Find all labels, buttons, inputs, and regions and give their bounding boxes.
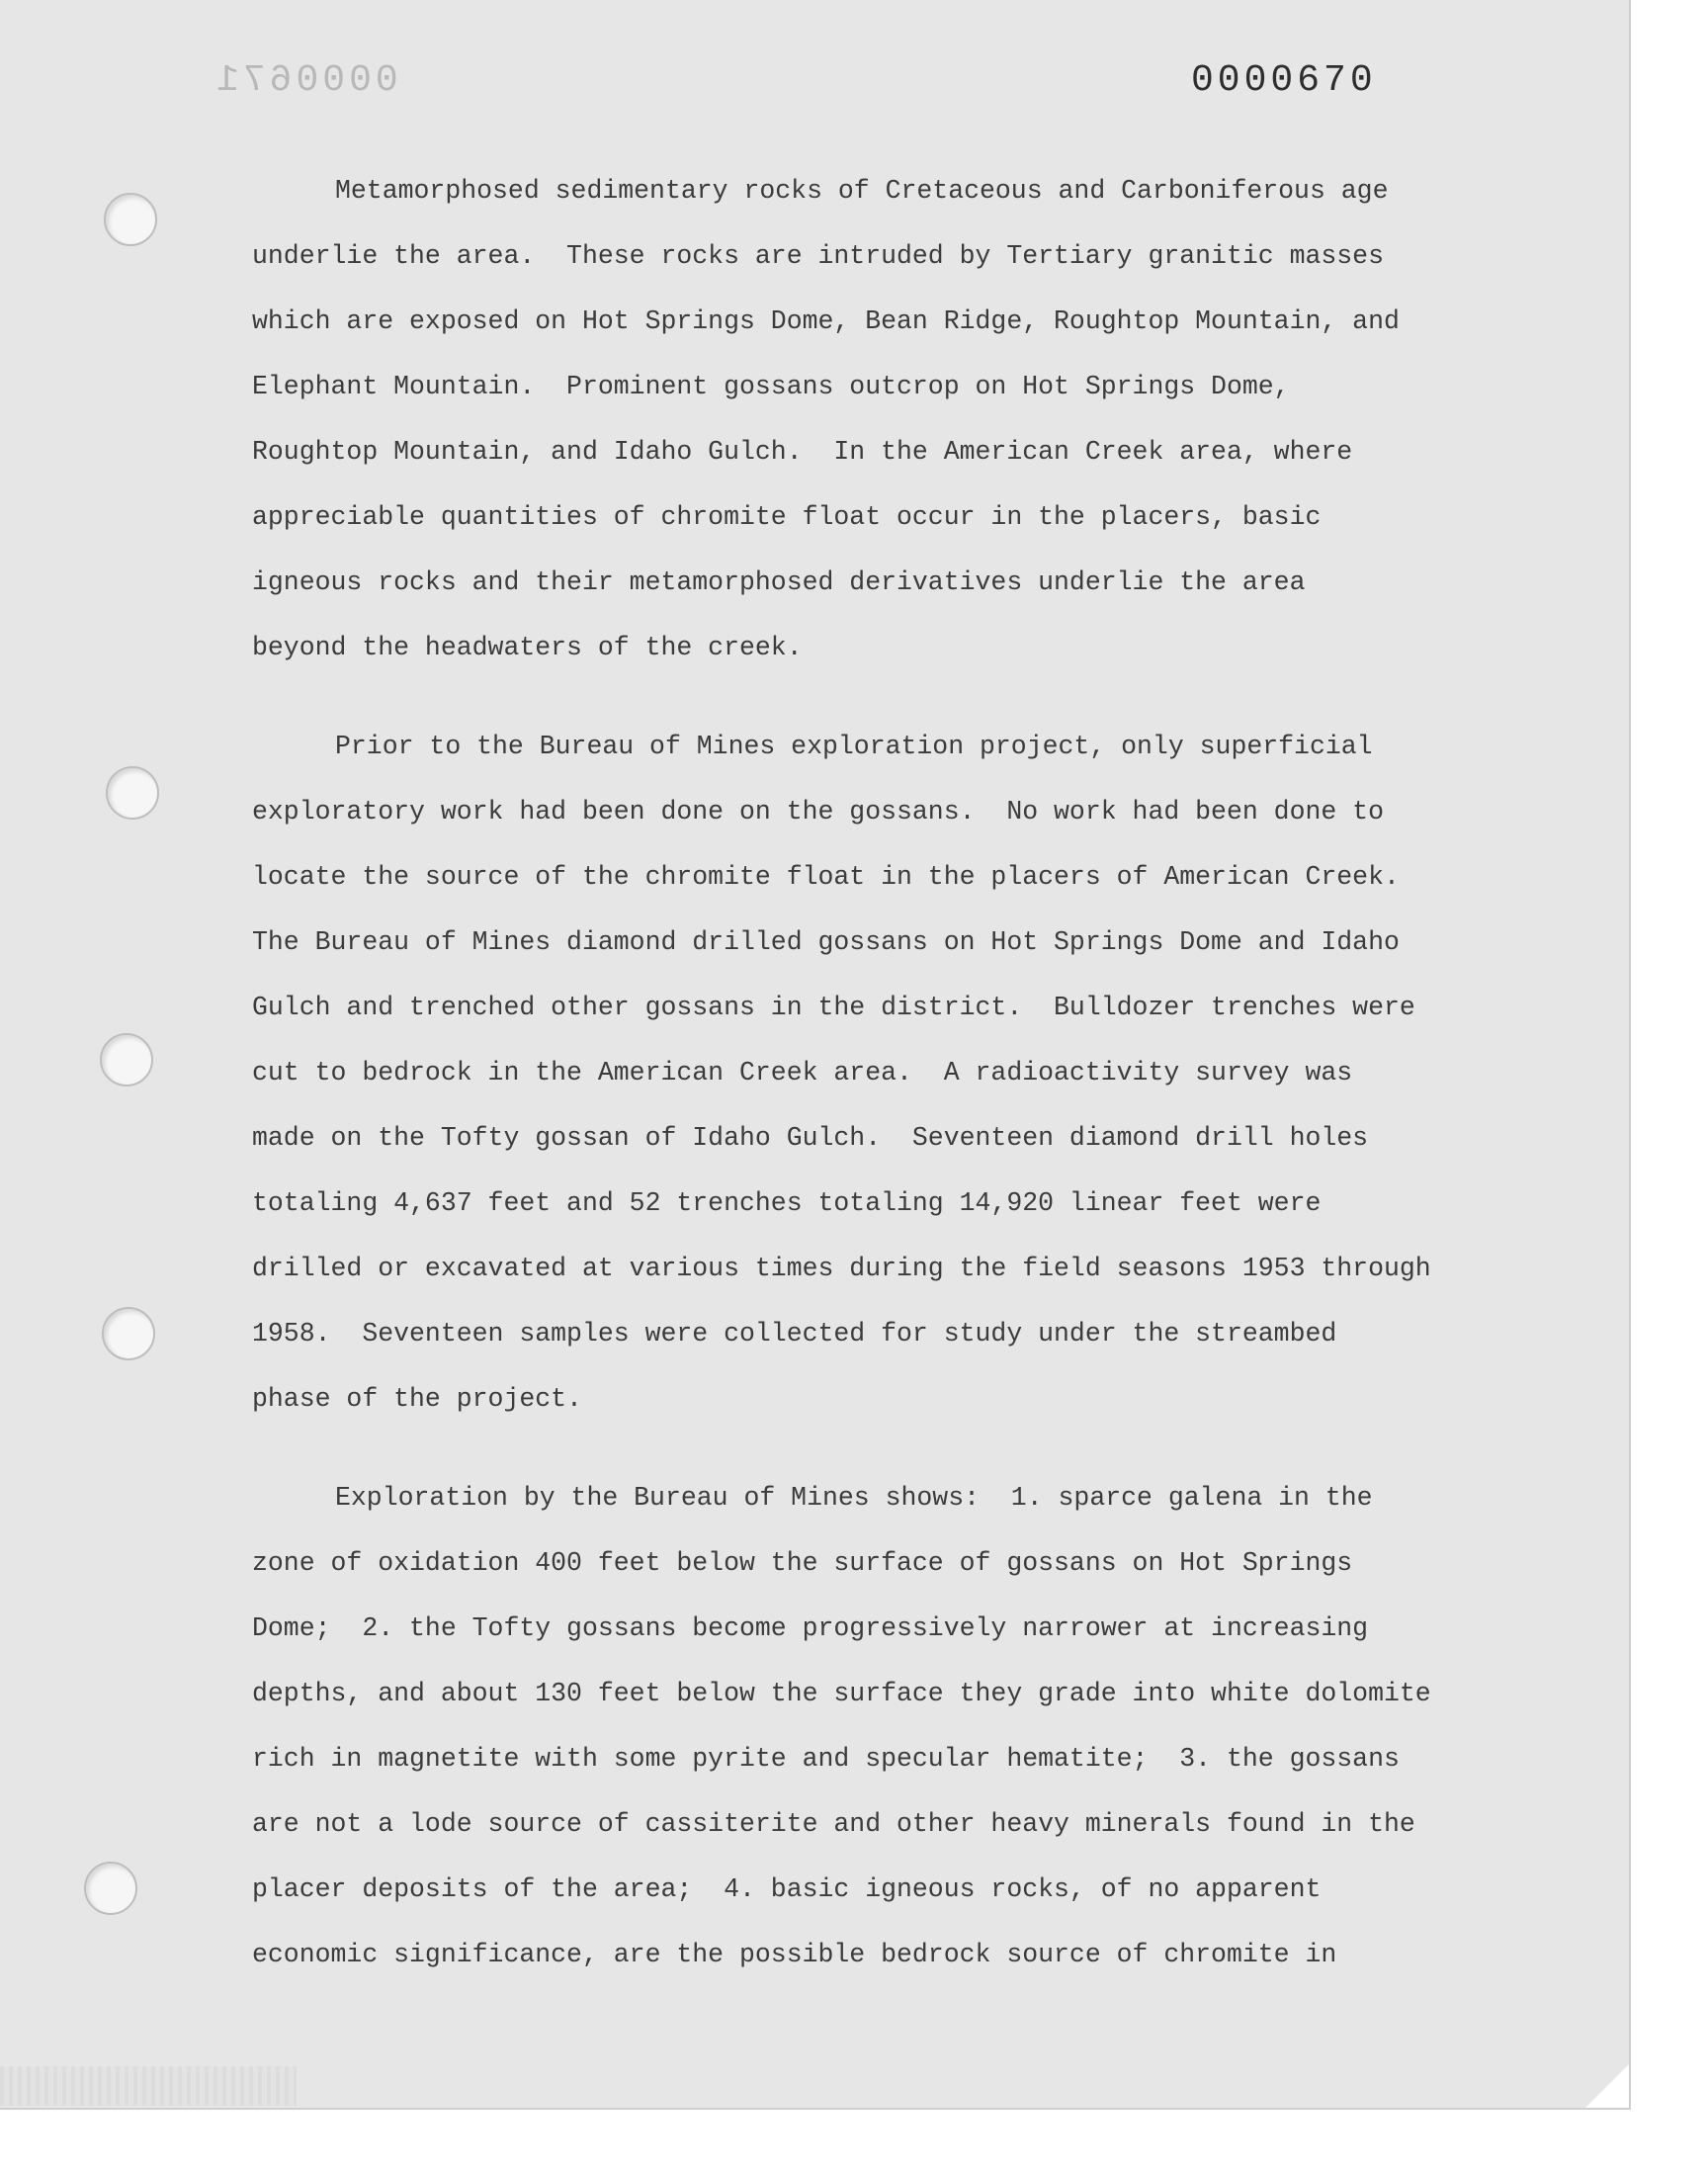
text-line: placer deposits of the area; 4. basic igneous rocks, of no apparent (252, 1874, 1322, 1904)
text-line: Exploration by the Bureau of Mines shows: 1. sparce galena in the (335, 1483, 1373, 1513)
punch-hole (100, 1033, 153, 1087)
text-line: Roughtop Mountain, and Idaho Gulch. In the American Creek area, where (252, 437, 1353, 467)
text-line: 1958. Seventeen samples were collected for study under the streambed (252, 1319, 1337, 1348)
paragraph-exploration-history (252, 714, 1497, 1432)
text-line: exploratory work had been done on the gossans. No work had been done to (252, 797, 1384, 826)
punch-hole (84, 1862, 137, 1915)
punch-hole (102, 1307, 155, 1360)
text-line: cut to bedrock in the American Creek area. A radioactivity survey was (252, 1058, 1353, 1088)
text-line: economic significance, are the possible bedrock source of chromite in (252, 1940, 1337, 1969)
paragraph-geology (252, 158, 1497, 680)
bleed-through-page-number: 0000671 (213, 59, 398, 102)
paragraph-findings (252, 1465, 1497, 1987)
text-line: Dome; 2. the Tofty gossans become progressively narrower at increasing (252, 1613, 1369, 1643)
document-body (252, 158, 1497, 2021)
text-line: zone of oxidation 400 feet below the surface of gossans on Hot Springs (252, 1548, 1353, 1578)
text-line: are not a lode source of cassiterite and other heavy minerals found in the (252, 1809, 1415, 1839)
text-line: phase of the project. (252, 1384, 582, 1414)
page-number: 0000670 (1191, 59, 1377, 102)
text-line: totaling 4,637 feet and 52 trenches totaling 14,920 linear feet were (252, 1188, 1322, 1218)
text-line: Metamorphosed sedimentary rocks of Cretaceous and Carboniferous age (335, 176, 1389, 206)
text-line: made on the Tofty gossan of Idaho Gulch. Seventeen diamond drill holes (252, 1123, 1369, 1153)
punch-hole (106, 766, 159, 820)
text-line: beyond the headwaters of the creek. (252, 633, 803, 662)
text-line: The Bureau of Mines diamond drilled gossans on Hot Springs Dome and Idaho (252, 927, 1400, 957)
text-line: Gulch and trenched other gossans in the district. Bulldozer trenches were (252, 993, 1415, 1022)
text-line: depths, and about 130 feet below the surface they grade into white dolomite (252, 1679, 1431, 1708)
text-line: igneous rocks and their metamorphosed derivatives underlie the area (252, 567, 1306, 597)
text-line: locate the source of the chromite float in the placers of American Creek. (252, 862, 1400, 892)
text-line: Elephant Mountain. Prominent gossans outcrop on Hot Springs Dome, (252, 372, 1290, 401)
text-line: rich in magnetite with some pyrite and specular hematite; 3. the gossans (252, 1744, 1400, 1774)
text-line: Prior to the Bureau of Mines exploration project, only superficial (335, 732, 1373, 761)
text-line: drilled or excavated at various times during the field seasons 1953 through (252, 1254, 1431, 1283)
scan-artifact (0, 2066, 297, 2106)
punch-hole (104, 193, 157, 246)
page-corner-fold (1585, 2064, 1629, 2108)
text-line: which are exposed on Hot Springs Dome, Bean Ridge, Roughtop Mountain, and (252, 306, 1400, 336)
text-line: underlie the area. These rocks are intruded by Tertiary granitic masses (252, 241, 1384, 271)
text-line: appreciable quantities of chromite float occur in the placers, basic (252, 502, 1322, 532)
